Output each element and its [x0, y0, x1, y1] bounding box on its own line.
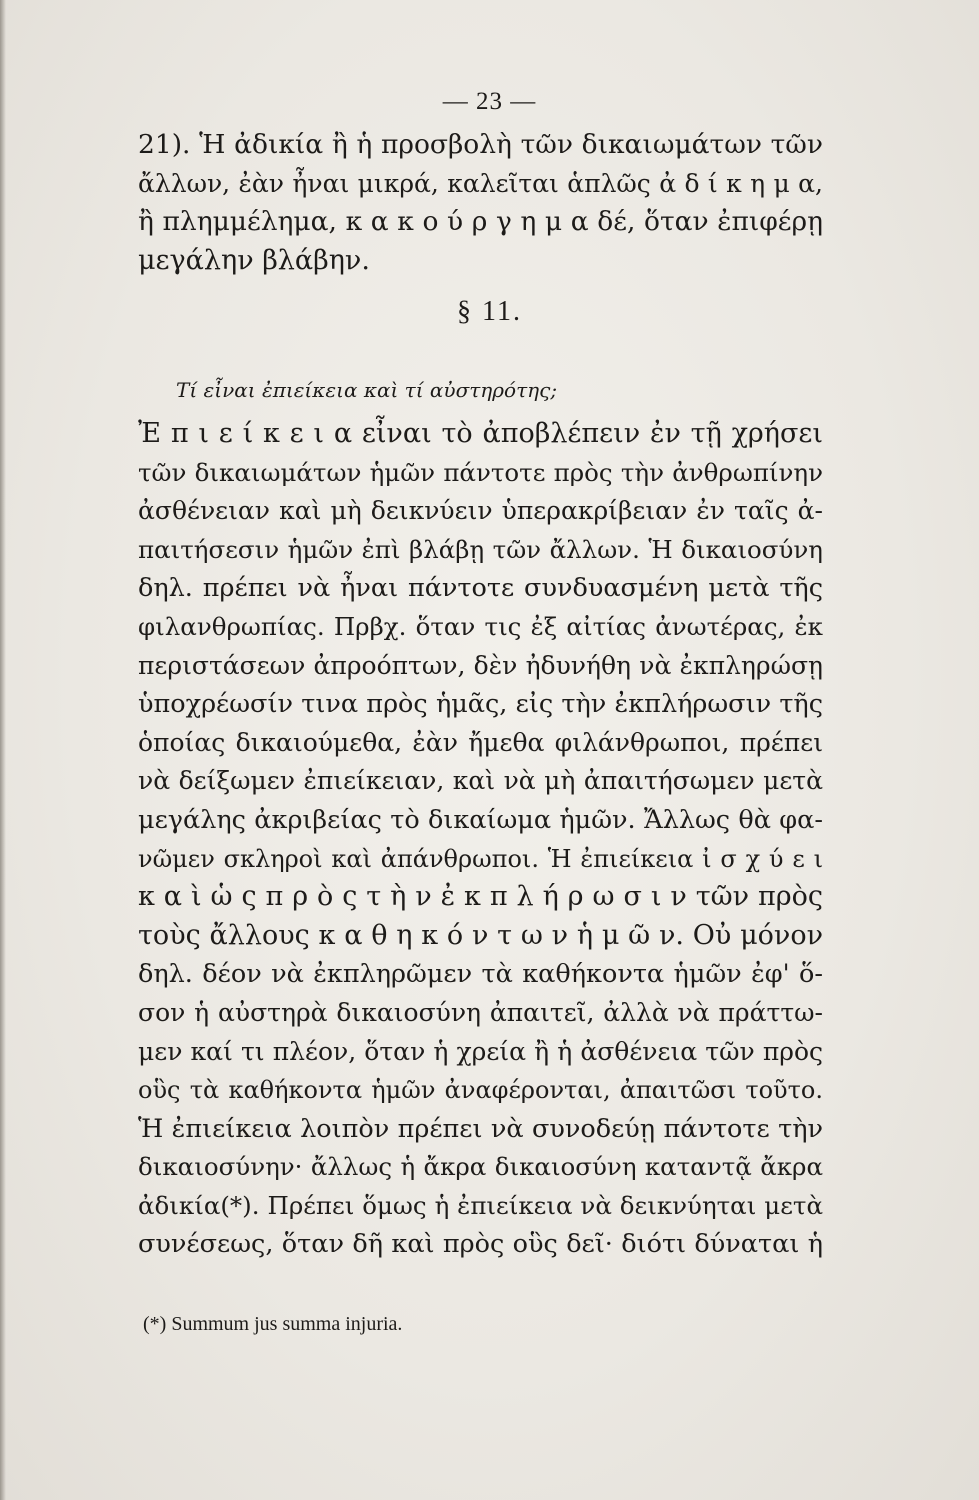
- body-line: κ α ὶ ὡ ς π ρ ὸ ς τ ὴ ν ἐ κ π λ ή ρ ω σ ι ν τῶν πρὸς: [138, 881, 823, 913]
- paragraph-21: [138, 126, 823, 280]
- body-line: ἀσθένειαν καὶ μὴ δεικνύειν ὑπερακρίβειαν ἐν ταῖς ἀ-: [138, 496, 823, 526]
- body-line: σον ἡ αὐστηρὰ δικαιοσύνη ἀπαιτεῖ, ἀλλὰ νὰ πράττω-: [138, 997, 823, 1027]
- body-line: τοὺς ἄλλους κ α θ η κ ό ν τ ω ν ἡ μ ῶ ν. Οὐ μόνον: [138, 919, 823, 951]
- section-heading: § 11.: [457, 296, 522, 327]
- body-line: Ἡ ἐπιείκεια λοιπὸν πρέπει νὰ συνοδεύῃ πάντοτε τὴν: [138, 1113, 823, 1144]
- body-line: δηλ. πρέπει νὰ ἦναι πάντοτε συνδυασμένη μετὰ τῆς: [138, 573, 823, 604]
- body-line: παιτήσεσιν ἡμῶν ἐπὶ βλάβῃ τῶν ἄλλων. Ἡ δικαιοσύνη: [138, 534, 823, 564]
- body-line: τῶν δικαιωμάτων ἡμῶν πάντοτε πρὸς τὴν ἀνθρωπίνην: [138, 457, 823, 487]
- body-line: ὁποίας δικαιούμεθα, ἐὰν ἤμεθα φιλάνθρωποι, πρέπει: [138, 727, 823, 757]
- body-line: δικαιοσύνην· ἄλλως ἡ ἄκρα δικαιοσύνη καταντᾷ ἄκρα: [138, 1152, 823, 1182]
- body-line: μεγάλης ἀκριβείας τὸ δικαίωμα ἡμῶν. Ἄλλως θὰ φα-: [138, 804, 823, 835]
- body-line: δηλ. δέον νὰ ἐκπληρῶμεν τὰ καθήκοντα ἡμῶν ἐφ' ὅ-: [138, 959, 823, 990]
- page-number: — 23 —: [442, 88, 537, 115]
- section-body: [138, 415, 823, 1264]
- body-line: νῶμεν σκληροὶ καὶ ἀπάνθρωποι. Ἡ ἐπιείκεια ἰ σ χ ύ ε ι: [138, 844, 823, 873]
- paragraph-21-line: 21). Ἡ ἀδικία ἢ ἡ προσβολὴ τῶν δικαιωμάτων τῶν: [138, 129, 823, 160]
- section-question: Τί εἶναι ἐπιείκεια καὶ τί αὐστηρότης;: [176, 378, 558, 402]
- page-edge-shadow: [0, 0, 6, 1500]
- body-line: ὑποχρέωσίν τινα πρὸς ἡμᾶς, εἰς τὴν ἐκπλήρωσιν τῆς: [138, 689, 823, 720]
- body-line: οὓς τὰ καθήκοντα ἡμῶν ἀναφέρονται, ἀπαιτῶσι τοῦτο.: [138, 1076, 823, 1105]
- body-line: φιλανθρωπίας. Πρβχ. ὅταν τις ἐξ αἰτίας ἀνωτέρας, ἐκ: [138, 611, 823, 641]
- body-line: Ἐ π ι ε ί κ ε ι α εἶναι τὸ ἀποβλέπειν ἐν τῇ χρήσει: [138, 418, 823, 449]
- paragraph-21-line: ἄλλων, ἐὰν ἦναι μικρά, καλεῖται ἁπλῶς ἀ δ ί κ η μ α,: [138, 168, 823, 198]
- body-line: συνέσεως, ὅταν δῆ καὶ πρὸς οὓς δεῖ· διότι δύναται ἡ: [138, 1229, 823, 1260]
- body-line: νὰ δείξωμεν ἐπιείκειαν, καὶ νὰ μὴ ἀπαιτήσωμεν μετὰ: [138, 766, 823, 796]
- body-line: περιστάσεων ἀπροόπτων, δὲν ἠδυνήθη νὰ ἐκπληρώσῃ: [138, 650, 823, 680]
- body-line: μεν καί τι πλέον, ὅταν ἡ χρεία ἢ ἡ ἀσθένεια τῶν πρὸς: [138, 1036, 823, 1066]
- footnote: (*) Summum jus summa injuria.: [143, 1313, 403, 1335]
- body-line: ἀδικία(*). Πρέπει ὅμως ἡ ἐπιείκεια νὰ δεικνύηται μετὰ: [138, 1190, 823, 1220]
- paragraph-21-line: ἢ πλημμέλημα, κ α κ ο ύ ρ γ η μ α δέ, ὅταν ἐπιφέρῃ: [138, 206, 823, 238]
- paragraph-21-line: μεγάλην βλάβην.: [138, 244, 370, 276]
